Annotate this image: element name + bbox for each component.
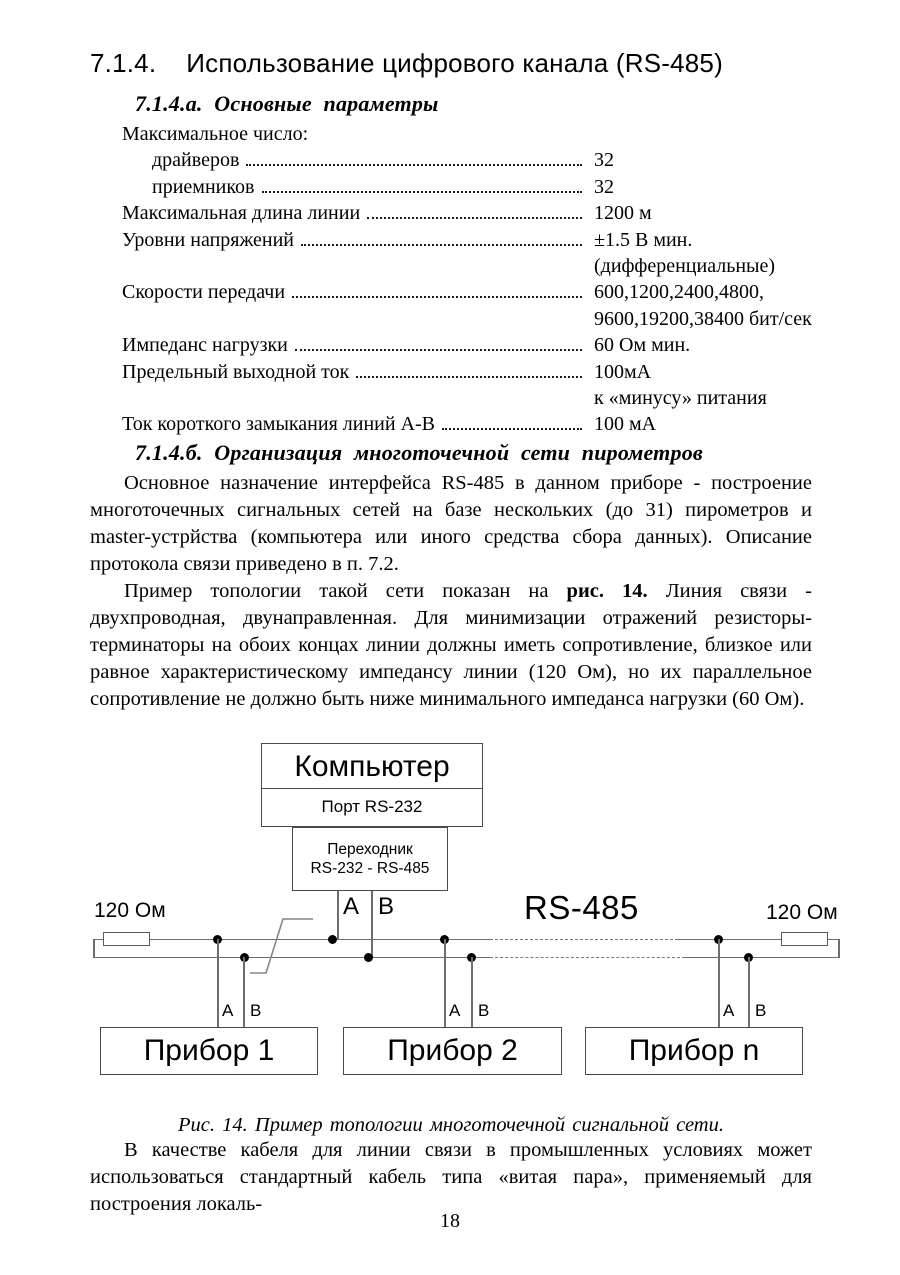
param-label: Максимальная длина линии <box>122 202 361 225</box>
section-number: 7.1.4. <box>90 48 157 78</box>
param-row <box>90 200 812 226</box>
param-row <box>90 411 812 437</box>
wire-b-label: B <box>478 1000 490 1020</box>
wire-a-label: A <box>449 1000 461 1020</box>
param-row <box>90 174 812 200</box>
paragraph-1: Основное назначение интерфейса RS-485 в данном приборе - построение многоточечных сигнальных сетей на базе нескольких (до 31) пирометров и master-устрйства (компьютера или иного средства сбора данных). Описание протокола связи приведено в п. 7.2. <box>90 471 812 575</box>
dotted-leader <box>246 164 582 166</box>
bus-left-end-wire <box>93 939 95 958</box>
param-value: 32 <box>594 175 614 198</box>
param-row <box>90 359 812 385</box>
rs485-bus-label: RS-485 <box>524 888 639 926</box>
subsection-b-title: 7.1.4.б. Организация многоточечной сети пирометров <box>135 439 703 465</box>
param-value: 100мА <box>594 360 652 383</box>
dotted-leader <box>295 349 582 351</box>
junction-dot <box>364 953 373 962</box>
param-value: к «минусу» питания <box>594 387 767 410</box>
topology-diagram <box>0 713 900 1106</box>
adapter-wire-b <box>371 891 373 957</box>
param-value: 1200 м <box>594 202 652 225</box>
dotted-leader <box>442 428 582 430</box>
computer-box <box>261 743 483 827</box>
device-box-2: Прибор 2 <box>343 1027 562 1075</box>
param-value: 9600,19200,38400 бит/сек <box>594 307 812 330</box>
param-value: 100 мА <box>594 413 657 436</box>
wire-b-label: B <box>250 1000 262 1020</box>
param-label: Ток короткого замыкания линий А-В <box>122 413 436 436</box>
adapter-label-line1: Переходник <box>327 840 413 858</box>
param-label: драйверов <box>152 149 240 172</box>
section-title-text: Использование цифрового канала (RS-485) <box>186 48 723 78</box>
terminator-right-resistor <box>781 932 828 946</box>
dotted-leader <box>356 376 582 378</box>
param-label: Предельный выходной ток <box>122 360 350 383</box>
param-label: Максимальное число: <box>122 123 309 145</box>
param-value: 32 <box>594 149 614 172</box>
bus-wire-b-dashed <box>490 957 685 958</box>
wire-a-label: A <box>723 1000 735 1020</box>
junction-dot <box>328 935 337 944</box>
param-value: (дифференциальные) <box>594 255 776 278</box>
dotted-leader <box>262 191 583 193</box>
device-box-1: Прибор 1 <box>100 1027 318 1075</box>
param-row <box>90 147 812 173</box>
param-row-continuation <box>90 306 812 332</box>
subsection-a-title: 7.1.4.а. Основные параметры <box>135 91 439 116</box>
wire-a-label: A <box>222 1000 234 1020</box>
param-label: приемников <box>152 175 255 198</box>
param-row <box>90 332 812 358</box>
paragraph-2: Пример топологии такой сети показан на рис. 14. Линия связи - двухпроводная, двунаправленная. Для минимизации отражений резисторы-терминаторы на обоих концах линии должны иметь сопротивление, близкое или равное характеристическому импедансу линии (120 Ом), но их параллельное сопротивление не должно быть ниже минимального импеданса нагрузки (60 Ом). <box>90 579 812 710</box>
wire-b-label: B <box>378 892 395 920</box>
param-row <box>90 227 812 253</box>
paragraph-3: В качестве кабеля для линии связи в промышленных условиях может использоваться стандартный кабель типа «витая пара», применяемый для построения локаль- <box>90 1138 812 1215</box>
param-value: ±1.5 В мин. <box>594 228 693 251</box>
param-row <box>90 121 812 147</box>
bus-right-end-wire <box>838 939 840 959</box>
terminator-left-label: 120 Ом <box>94 898 166 922</box>
terminator-left-resistor <box>103 932 150 946</box>
dotted-leader <box>367 217 582 219</box>
param-row-continuation <box>90 253 812 279</box>
figure-caption: Рис. 14. Пример топологии многоточечной сигнальной сети. <box>178 1113 724 1136</box>
dotted-leader <box>292 296 582 298</box>
junction-dot <box>240 953 249 962</box>
dotted-leader <box>301 244 582 246</box>
device-box-n: Прибор n <box>585 1027 803 1075</box>
device2-wire-b <box>471 957 473 1027</box>
parameter-list <box>90 121 812 438</box>
param-label: Уровни напряжений <box>122 228 295 251</box>
bus-wire-a-dashed <box>490 939 678 940</box>
computer-label: Компьютер <box>294 749 450 783</box>
page-number: 18 <box>440 1210 460 1232</box>
adapter-box <box>292 827 448 891</box>
adapter-label-line2: RS-232 - RS-485 <box>310 859 430 877</box>
device1-wire-b <box>243 957 245 1027</box>
wire-a-label: A <box>343 892 360 920</box>
bus-wire-b-solid-right <box>685 957 839 959</box>
device1-wire-a <box>217 939 219 1027</box>
devicen-wire-a <box>718 939 720 1027</box>
param-label: Скорости передачи <box>122 281 286 304</box>
device2-wire-a <box>444 939 446 1027</box>
param-value: 60 Ом мин. <box>594 334 691 357</box>
param-label: Импеданс нагрузки <box>122 334 288 357</box>
wire-b-label: B <box>755 1000 767 1020</box>
adapter-wire-a <box>337 891 339 939</box>
param-row-continuation <box>90 385 812 411</box>
devicen-wire-b <box>748 957 750 1027</box>
page-title <box>90 48 812 79</box>
param-row <box>90 279 812 305</box>
port-rs232-label: Порт RS-232 <box>262 788 482 825</box>
param-value: 600,1200,2400,4800, <box>594 281 764 304</box>
terminator-right-label: 120 Ом <box>766 900 838 924</box>
figure-reference: рис. 14. <box>566 579 648 602</box>
line-break-mark <box>249 913 315 979</box>
